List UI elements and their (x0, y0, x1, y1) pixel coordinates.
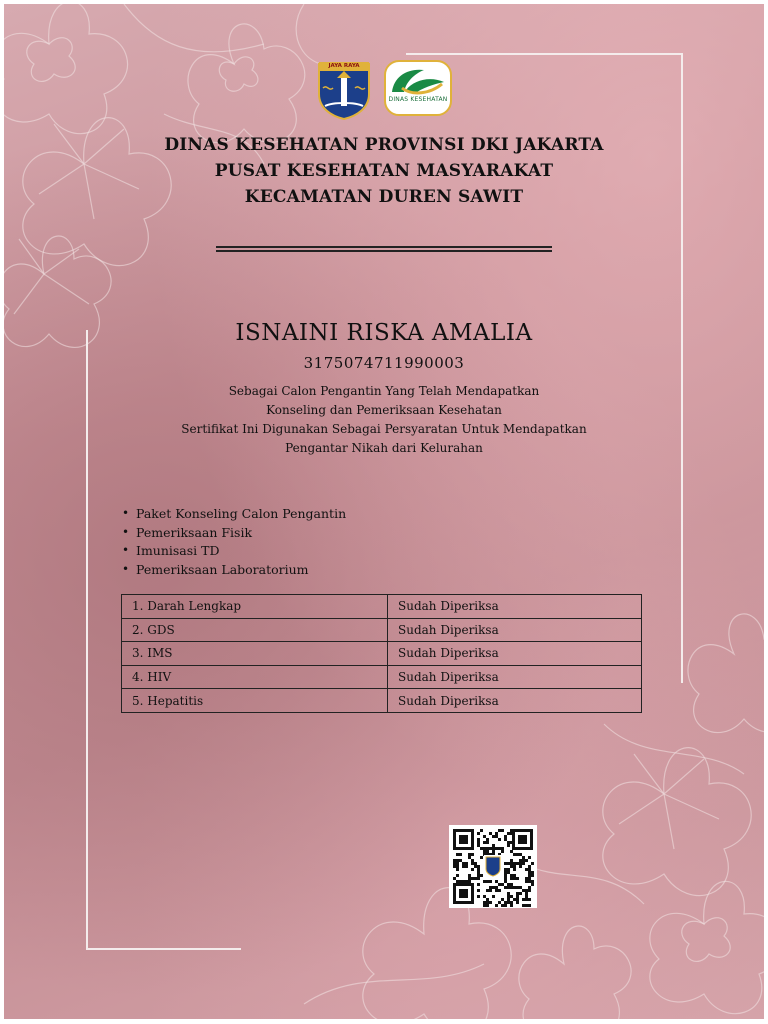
lab-status-cell: Sudah Diperiksa (388, 642, 642, 666)
heading-line-1: DINAS KESEHATAN PROVINSI DKI JAKARTA (164, 135, 604, 155)
certificate-page (4, 4, 764, 1019)
jakarta-emblem-icon (315, 58, 373, 120)
table-row (122, 689, 642, 713)
description-line-4: Pengantar Nikah dari Kelurahan (285, 441, 483, 455)
lab-test-cell: 4. HIV (122, 665, 388, 689)
qr-code-icon[interactable] (449, 825, 537, 908)
lab-status-cell: Sudah Diperiksa (388, 618, 642, 642)
table-row (122, 665, 642, 689)
heading-divider (216, 246, 552, 252)
lab-results-table (121, 594, 642, 713)
jakarta-motto: JAYA RAYA (328, 63, 360, 69)
lab-status-cell: Sudah Diperiksa (388, 665, 642, 689)
lab-status-cell: Sudah Diperiksa (388, 689, 642, 713)
recipient-name: ISNAINI RISKA AMALIA (235, 320, 533, 346)
frame-bottom-line (86, 948, 241, 950)
lab-test-cell: 2. GDS (122, 618, 388, 642)
dinkes-logo-text: DINAS KESEHATAN (388, 96, 448, 103)
recipient-nik: 3175074711990003 (303, 354, 465, 372)
service-item: • Pemeriksaan Laboratorium (122, 561, 346, 580)
table-row (122, 595, 642, 619)
frame-top-line (406, 53, 683, 55)
description-line-3: Sertifikat Ini Digunakan Sebagai Persyaratan Untuk Mendapatkan (181, 422, 587, 436)
lab-test-cell: 3. IMS (122, 642, 388, 666)
service-item: • Imunisasi TD (122, 542, 346, 561)
lab-test-cell: 5. Hepatitis (122, 689, 388, 713)
dinkes-logo-icon (384, 60, 452, 116)
heading-line-2: PUSAT KESEHATAN MASYARAKAT (214, 161, 554, 181)
lab-test-cell: 1. Darah Lengkap (122, 595, 388, 619)
lab-status-cell: Sudah Diperiksa (388, 595, 642, 619)
heading-line-3: KECAMATAN DUREN SAWIT (244, 187, 524, 207)
services-list (122, 505, 346, 579)
description-line-1: Sebagai Calon Pengantin Yang Telah Mendapatkan (228, 384, 540, 398)
table-row (122, 642, 642, 666)
service-item: • Pemeriksaan Fisik (122, 524, 346, 543)
table-row (122, 618, 642, 642)
service-item: • Paket Konseling Calon Pengantin (122, 505, 346, 524)
description-line-2: Konseling dan Pemeriksaan Kesehatan (266, 403, 502, 417)
